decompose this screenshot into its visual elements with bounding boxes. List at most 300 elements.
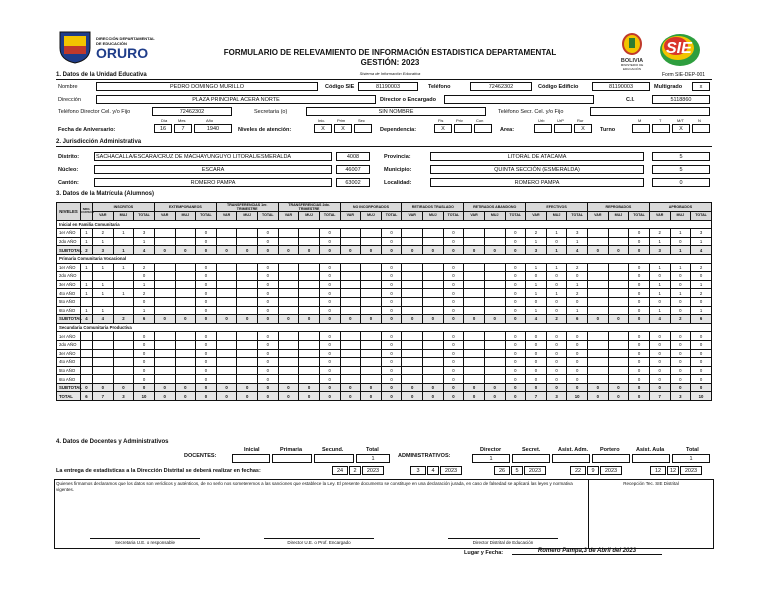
table-cell[interactable]: 0 — [505, 280, 526, 289]
table-cell[interactable] — [402, 340, 423, 349]
table-cell[interactable]: 1 — [81, 280, 93, 289]
table-cell[interactable] — [608, 229, 629, 238]
table-cell[interactable]: 0 — [670, 332, 691, 341]
table-cell[interactable] — [93, 349, 114, 358]
table-cell[interactable] — [361, 332, 382, 341]
table-cell[interactable] — [175, 366, 196, 375]
table-cell[interactable] — [299, 297, 320, 306]
table-cell[interactable] — [361, 297, 382, 306]
table-cell[interactable]: 0 — [258, 280, 279, 289]
table-cell[interactable] — [340, 358, 361, 367]
table-cell[interactable] — [608, 340, 629, 349]
director-field[interactable] — [444, 95, 594, 104]
table-cell[interactable] — [237, 229, 258, 238]
table-cell[interactable] — [588, 289, 609, 298]
table-cell[interactable]: 0 — [196, 340, 217, 349]
table-cell[interactable]: 0 — [196, 237, 217, 246]
table-cell[interactable]: 0 — [319, 289, 340, 298]
localidad-code[interactable]: 0 — [652, 178, 710, 187]
table-cell[interactable] — [237, 366, 258, 375]
table-cell[interactable] — [340, 289, 361, 298]
table-cell[interactable]: 2 — [691, 263, 712, 272]
table-cell[interactable] — [340, 306, 361, 315]
table-cell[interactable] — [299, 366, 320, 375]
urp-field[interactable] — [554, 124, 572, 133]
table-cell[interactable]: 0 — [691, 349, 712, 358]
telefono-field[interactable]: 72462302 — [470, 82, 532, 91]
table-cell[interactable] — [237, 349, 258, 358]
table-cell[interactable] — [402, 366, 423, 375]
table-cell[interactable] — [278, 297, 299, 306]
m-field[interactable] — [632, 124, 650, 133]
table-cell[interactable] — [402, 349, 423, 358]
table-cell[interactable]: 1 — [93, 289, 114, 298]
table-cell[interactable] — [81, 349, 93, 358]
table-cell[interactable]: 0 — [649, 349, 670, 358]
table-cell[interactable] — [423, 263, 444, 272]
table-cell[interactable] — [216, 340, 237, 349]
table-cell[interactable]: 1 — [81, 306, 93, 315]
table-cell[interactable]: 0 — [526, 332, 547, 341]
table-cell[interactable] — [175, 272, 196, 281]
entrega-date-field[interactable]: 9 — [587, 466, 599, 475]
table-cell[interactable] — [423, 349, 444, 358]
table-cell[interactable]: 0 — [546, 306, 567, 315]
localidad-field[interactable]: ROMERO PAMPA — [430, 178, 644, 187]
table-cell[interactable] — [588, 366, 609, 375]
table-cell[interactable] — [484, 306, 505, 315]
table-cell[interactable]: 0 — [505, 297, 526, 306]
table-cell[interactable]: 1 — [134, 237, 155, 246]
table-cell[interactable]: 1 — [670, 263, 691, 272]
table-cell[interactable] — [113, 272, 134, 281]
table-cell[interactable] — [175, 229, 196, 238]
tel-secr-field[interactable] — [590, 107, 710, 116]
table-cell[interactable] — [113, 358, 134, 367]
lugar-fecha-field[interactable]: Romero Pampa,3 de Abril del 2023 — [512, 548, 662, 555]
table-cell[interactable] — [113, 375, 134, 384]
doc-secund-field[interactable] — [314, 454, 354, 463]
table-cell[interactable] — [340, 272, 361, 281]
canton-field[interactable]: ROMERO PAMPA — [94, 178, 332, 187]
table-cell[interactable] — [340, 237, 361, 246]
table-cell[interactable]: 0 — [546, 340, 567, 349]
table-cell[interactable] — [402, 297, 423, 306]
table-cell[interactable] — [402, 272, 423, 281]
table-cell[interactable]: 1 — [670, 289, 691, 298]
table-cell[interactable]: 0 — [196, 297, 217, 306]
table-cell[interactable]: 0 — [258, 366, 279, 375]
table-cell[interactable]: 0 — [443, 332, 464, 341]
table-cell[interactable]: 0 — [258, 229, 279, 238]
table-cell[interactable] — [484, 289, 505, 298]
table-cell[interactable]: 0 — [629, 340, 650, 349]
table-cell[interactable] — [588, 332, 609, 341]
table-cell[interactable] — [588, 375, 609, 384]
table-cell[interactable] — [278, 280, 299, 289]
table-cell[interactable] — [299, 358, 320, 367]
table-cell[interactable]: 0 — [691, 358, 712, 367]
table-cell[interactable]: 0 — [381, 332, 402, 341]
table-cell[interactable]: 1 — [546, 263, 567, 272]
fis-field[interactable]: X — [434, 124, 452, 133]
table-cell[interactable] — [216, 297, 237, 306]
table-cell[interactable] — [154, 237, 175, 246]
table-cell[interactable]: 0 — [443, 349, 464, 358]
table-cell[interactable]: 1 — [81, 289, 93, 298]
table-cell[interactable]: 1 — [649, 289, 670, 298]
table-cell[interactable]: 0 — [381, 237, 402, 246]
table-cell[interactable] — [588, 358, 609, 367]
entrega-date-field[interactable]: 5 — [511, 466, 523, 475]
table-cell[interactable] — [608, 332, 629, 341]
table-cell[interactable]: 0 — [629, 263, 650, 272]
table-cell[interactable] — [154, 280, 175, 289]
table-cell[interactable]: 0 — [526, 297, 547, 306]
table-cell[interactable] — [361, 237, 382, 246]
table-cell[interactable] — [175, 280, 196, 289]
adm-secret-field[interactable] — [512, 454, 550, 463]
table-cell[interactable] — [237, 272, 258, 281]
table-cell[interactable]: 0 — [196, 280, 217, 289]
table-cell[interactable] — [464, 306, 485, 315]
entrega-date-field[interactable]: 26 — [494, 466, 510, 475]
table-cell[interactable] — [113, 306, 134, 315]
table-cell[interactable]: 0 — [134, 349, 155, 358]
table-cell[interactable]: 0 — [443, 340, 464, 349]
table-cell[interactable]: 0 — [258, 358, 279, 367]
table-cell[interactable]: 0 — [629, 375, 650, 384]
table-cell[interactable]: 0 — [526, 375, 547, 384]
table-cell[interactable] — [484, 229, 505, 238]
table-cell[interactable] — [216, 332, 237, 341]
table-cell[interactable] — [93, 366, 114, 375]
table-cell[interactable] — [423, 297, 444, 306]
table-cell[interactable]: 0 — [319, 272, 340, 281]
direccion-field[interactable]: PLAZA PRINCIPAL ACERA NORTE — [96, 95, 376, 104]
table-cell[interactable] — [81, 366, 93, 375]
entrega-date-field[interactable]: 3 — [410, 466, 426, 475]
table-cell[interactable]: 0 — [670, 349, 691, 358]
table-cell[interactable]: 0 — [196, 366, 217, 375]
table-cell[interactable]: 0 — [134, 297, 155, 306]
table-cell[interactable] — [361, 289, 382, 298]
table-cell[interactable]: 2 — [134, 263, 155, 272]
table-cell[interactable] — [216, 272, 237, 281]
table-cell[interactable]: 2 — [93, 229, 114, 238]
mes-field[interactable]: 7 — [174, 124, 192, 133]
table-cell[interactable] — [175, 289, 196, 298]
table-cell[interactable] — [423, 358, 444, 367]
municipio-field[interactable]: QUINTA SECCIÓN (ESMERALDA) — [430, 165, 644, 174]
table-cell[interactable]: 1 — [649, 306, 670, 315]
table-cell[interactable] — [361, 375, 382, 384]
table-cell[interactable]: 1 — [526, 306, 547, 315]
table-cell[interactable] — [484, 237, 505, 246]
table-cell[interactable] — [237, 280, 258, 289]
table-cell[interactable] — [175, 297, 196, 306]
table-cell[interactable]: 0 — [670, 306, 691, 315]
table-cell[interactable] — [423, 375, 444, 384]
table-cell[interactable] — [361, 229, 382, 238]
table-cell[interactable]: 1 — [113, 289, 134, 298]
table-cell[interactable]: 1 — [93, 306, 114, 315]
table-cell[interactable]: 0 — [629, 289, 650, 298]
table-cell[interactable]: 0 — [258, 272, 279, 281]
table-cell[interactable]: 0 — [567, 366, 588, 375]
table-cell[interactable]: 1 — [546, 229, 567, 238]
table-cell[interactable] — [423, 366, 444, 375]
table-cell[interactable]: 0 — [505, 349, 526, 358]
table-cell[interactable] — [81, 297, 93, 306]
table-cell[interactable]: 0 — [526, 340, 547, 349]
table-cell[interactable] — [278, 272, 299, 281]
table-cell[interactable] — [402, 263, 423, 272]
table-cell[interactable] — [299, 340, 320, 349]
table-cell[interactable]: 0 — [258, 306, 279, 315]
table-cell[interactable] — [608, 375, 629, 384]
table-cell[interactable] — [402, 289, 423, 298]
table-cell[interactable] — [464, 263, 485, 272]
table-cell[interactable] — [81, 340, 93, 349]
secretaria-field[interactable]: SIN NOMBRE — [306, 107, 486, 116]
table-cell[interactable] — [361, 306, 382, 315]
nombre-field[interactable]: PEDRO DOMINGO MURILLO — [96, 82, 318, 91]
table-cell[interactable] — [608, 263, 629, 272]
table-cell[interactable] — [113, 349, 134, 358]
adm-asist-field[interactable] — [552, 454, 590, 463]
table-cell[interactable] — [175, 340, 196, 349]
table-cell[interactable] — [402, 229, 423, 238]
table-cell[interactable] — [484, 340, 505, 349]
table-cell[interactable]: 0 — [381, 366, 402, 375]
table-cell[interactable]: 0 — [629, 358, 650, 367]
table-cell[interactable]: 0 — [649, 340, 670, 349]
table-cell[interactable]: 0 — [196, 289, 217, 298]
table-cell[interactable] — [484, 263, 505, 272]
table-cell[interactable]: 0 — [319, 358, 340, 367]
table-cell[interactable] — [216, 375, 237, 384]
table-cell[interactable] — [216, 229, 237, 238]
table-cell[interactable]: 1 — [526, 263, 547, 272]
table-cell[interactable] — [423, 289, 444, 298]
table-cell[interactable] — [608, 280, 629, 289]
table-cell[interactable]: 3 — [134, 229, 155, 238]
table-cell[interactable] — [216, 366, 237, 375]
table-cell[interactable] — [402, 280, 423, 289]
table-cell[interactable]: 0 — [505, 332, 526, 341]
table-cell[interactable] — [278, 340, 299, 349]
doc-primaria-field[interactable] — [272, 454, 312, 463]
table-cell[interactable] — [402, 375, 423, 384]
table-cell[interactable] — [484, 349, 505, 358]
table-cell[interactable]: 0 — [526, 366, 547, 375]
ini-field[interactable]: X — [314, 124, 332, 133]
table-cell[interactable] — [588, 272, 609, 281]
table-cell[interactable]: 0 — [670, 375, 691, 384]
table-cell[interactable]: 0 — [381, 349, 402, 358]
table-cell[interactable] — [175, 375, 196, 384]
table-cell[interactable]: 0 — [134, 272, 155, 281]
con-field[interactable] — [474, 124, 492, 133]
table-cell[interactable]: 0 — [196, 358, 217, 367]
doc-inicial-field[interactable] — [232, 454, 270, 463]
table-cell[interactable]: 0 — [443, 366, 464, 375]
table-cell[interactable] — [484, 375, 505, 384]
ci-field[interactable]: 5118860 — [652, 95, 710, 104]
table-cell[interactable]: 1 — [526, 280, 547, 289]
doc-total-field[interactable]: 1 — [356, 454, 390, 463]
table-cell[interactable]: 0 — [381, 358, 402, 367]
table-cell[interactable]: 0 — [505, 340, 526, 349]
table-cell[interactable] — [340, 263, 361, 272]
table-cell[interactable] — [81, 272, 93, 281]
table-cell[interactable] — [154, 306, 175, 315]
table-cell[interactable]: 0 — [649, 375, 670, 384]
table-cell[interactable]: 1 — [526, 289, 547, 298]
table-cell[interactable]: 0 — [649, 332, 670, 341]
table-cell[interactable] — [154, 297, 175, 306]
table-cell[interactable] — [93, 340, 114, 349]
table-cell[interactable]: 0 — [567, 358, 588, 367]
table-cell[interactable]: 1 — [649, 263, 670, 272]
entrega-date-field[interactable]: 12 — [667, 466, 679, 475]
table-cell[interactable]: 1 — [691, 306, 712, 315]
table-cell[interactable] — [402, 237, 423, 246]
codsie-field[interactable]: 81190003 — [358, 82, 418, 91]
table-cell[interactable] — [484, 280, 505, 289]
table-cell[interactable] — [608, 297, 629, 306]
entrega-date-field[interactable]: 22 — [570, 466, 586, 475]
table-cell[interactable] — [299, 237, 320, 246]
table-cell[interactable] — [175, 237, 196, 246]
table-cell[interactable]: 0 — [319, 297, 340, 306]
municipio-code[interactable]: 5 — [652, 165, 710, 174]
table-cell[interactable]: 1 — [81, 229, 93, 238]
provincia-field[interactable]: LITORAL DE ATACAMA — [430, 152, 644, 161]
multigrado-field[interactable]: x — [692, 82, 710, 91]
table-cell[interactable]: 0 — [505, 366, 526, 375]
table-cell[interactable] — [278, 332, 299, 341]
table-cell[interactable] — [299, 332, 320, 341]
table-cell[interactable] — [361, 358, 382, 367]
table-cell[interactable] — [608, 289, 629, 298]
table-cell[interactable]: 2 — [526, 229, 547, 238]
table-cell[interactable] — [340, 280, 361, 289]
table-cell[interactable] — [154, 289, 175, 298]
table-cell[interactable] — [175, 306, 196, 315]
anio-field[interactable]: 1940 — [194, 124, 232, 133]
table-cell[interactable] — [154, 358, 175, 367]
table-cell[interactable]: 0 — [670, 237, 691, 246]
table-cell[interactable]: 0 — [443, 375, 464, 384]
table-cell[interactable]: 0 — [443, 297, 464, 306]
table-cell[interactable] — [93, 358, 114, 367]
table-cell[interactable] — [216, 306, 237, 315]
nucleo-field[interactable]: ESCARA — [94, 165, 332, 174]
table-cell[interactable]: 1 — [134, 306, 155, 315]
table-cell[interactable]: 0 — [546, 366, 567, 375]
table-cell[interactable] — [154, 263, 175, 272]
table-cell[interactable]: 0 — [546, 272, 567, 281]
table-cell[interactable] — [588, 229, 609, 238]
table-cell[interactable] — [484, 358, 505, 367]
table-cell[interactable]: 0 — [258, 332, 279, 341]
table-cell[interactable]: 2 — [567, 289, 588, 298]
table-cell[interactable] — [175, 332, 196, 341]
table-cell[interactable]: 0 — [629, 237, 650, 246]
table-cell[interactable]: 1 — [567, 306, 588, 315]
table-cell[interactable]: 0 — [691, 272, 712, 281]
table-cell[interactable]: 0 — [649, 272, 670, 281]
table-cell[interactable] — [588, 349, 609, 358]
table-cell[interactable] — [299, 272, 320, 281]
table-cell[interactable]: 0 — [258, 289, 279, 298]
table-cell[interactable]: 1 — [134, 280, 155, 289]
adm-portero-field[interactable] — [592, 454, 630, 463]
table-cell[interactable] — [299, 263, 320, 272]
table-cell[interactable]: 0 — [546, 237, 567, 246]
table-cell[interactable] — [484, 332, 505, 341]
canton-code[interactable]: 63002 — [336, 178, 370, 187]
table-cell[interactable]: 1 — [670, 229, 691, 238]
table-cell[interactable] — [340, 366, 361, 375]
table-cell[interactable]: 0 — [546, 332, 567, 341]
table-cell[interactable]: 0 — [505, 237, 526, 246]
table-cell[interactable]: 1 — [526, 237, 547, 246]
table-cell[interactable]: 0 — [546, 358, 567, 367]
table-cell[interactable]: 0 — [443, 272, 464, 281]
table-cell[interactable] — [464, 280, 485, 289]
table-cell[interactable] — [464, 237, 485, 246]
table-cell[interactable] — [278, 263, 299, 272]
table-cell[interactable] — [361, 280, 382, 289]
table-cell[interactable]: 0 — [505, 229, 526, 238]
table-cell[interactable] — [299, 229, 320, 238]
entrega-date-field[interactable]: 2023 — [362, 466, 384, 475]
table-cell[interactable]: 0 — [443, 306, 464, 315]
table-cell[interactable]: 0 — [567, 375, 588, 384]
provincia-code[interactable]: 5 — [652, 152, 710, 161]
table-cell[interactable] — [154, 340, 175, 349]
table-cell[interactable]: 3 — [567, 229, 588, 238]
table-cell[interactable] — [423, 280, 444, 289]
table-cell[interactable]: 0 — [258, 237, 279, 246]
table-cell[interactable]: 1 — [81, 237, 93, 246]
table-cell[interactable]: 0 — [134, 358, 155, 367]
table-cell[interactable] — [278, 289, 299, 298]
entrega-date-field[interactable]: 4 — [427, 466, 439, 475]
table-cell[interactable] — [361, 349, 382, 358]
table-cell[interactable] — [608, 237, 629, 246]
table-cell[interactable]: 0 — [629, 306, 650, 315]
table-cell[interactable]: 0 — [670, 272, 691, 281]
table-cell[interactable] — [216, 358, 237, 367]
table-cell[interactable] — [608, 306, 629, 315]
table-cell[interactable] — [608, 272, 629, 281]
table-cell[interactable] — [299, 349, 320, 358]
table-cell[interactable] — [81, 375, 93, 384]
table-cell[interactable]: 0 — [443, 280, 464, 289]
table-cell[interactable]: 0 — [691, 332, 712, 341]
distrito-field[interactable]: SACHACALLA/ESCARA/CRUZ DE MACHAYUNGUYO LITORAL/ESMERALDA — [94, 152, 332, 161]
table-cell[interactable] — [464, 349, 485, 358]
table-cell[interactable]: 0 — [381, 340, 402, 349]
table-cell[interactable]: 0 — [567, 332, 588, 341]
n-field[interactable] — [692, 124, 710, 133]
table-cell[interactable] — [216, 289, 237, 298]
table-cell[interactable]: 1 — [113, 229, 134, 238]
